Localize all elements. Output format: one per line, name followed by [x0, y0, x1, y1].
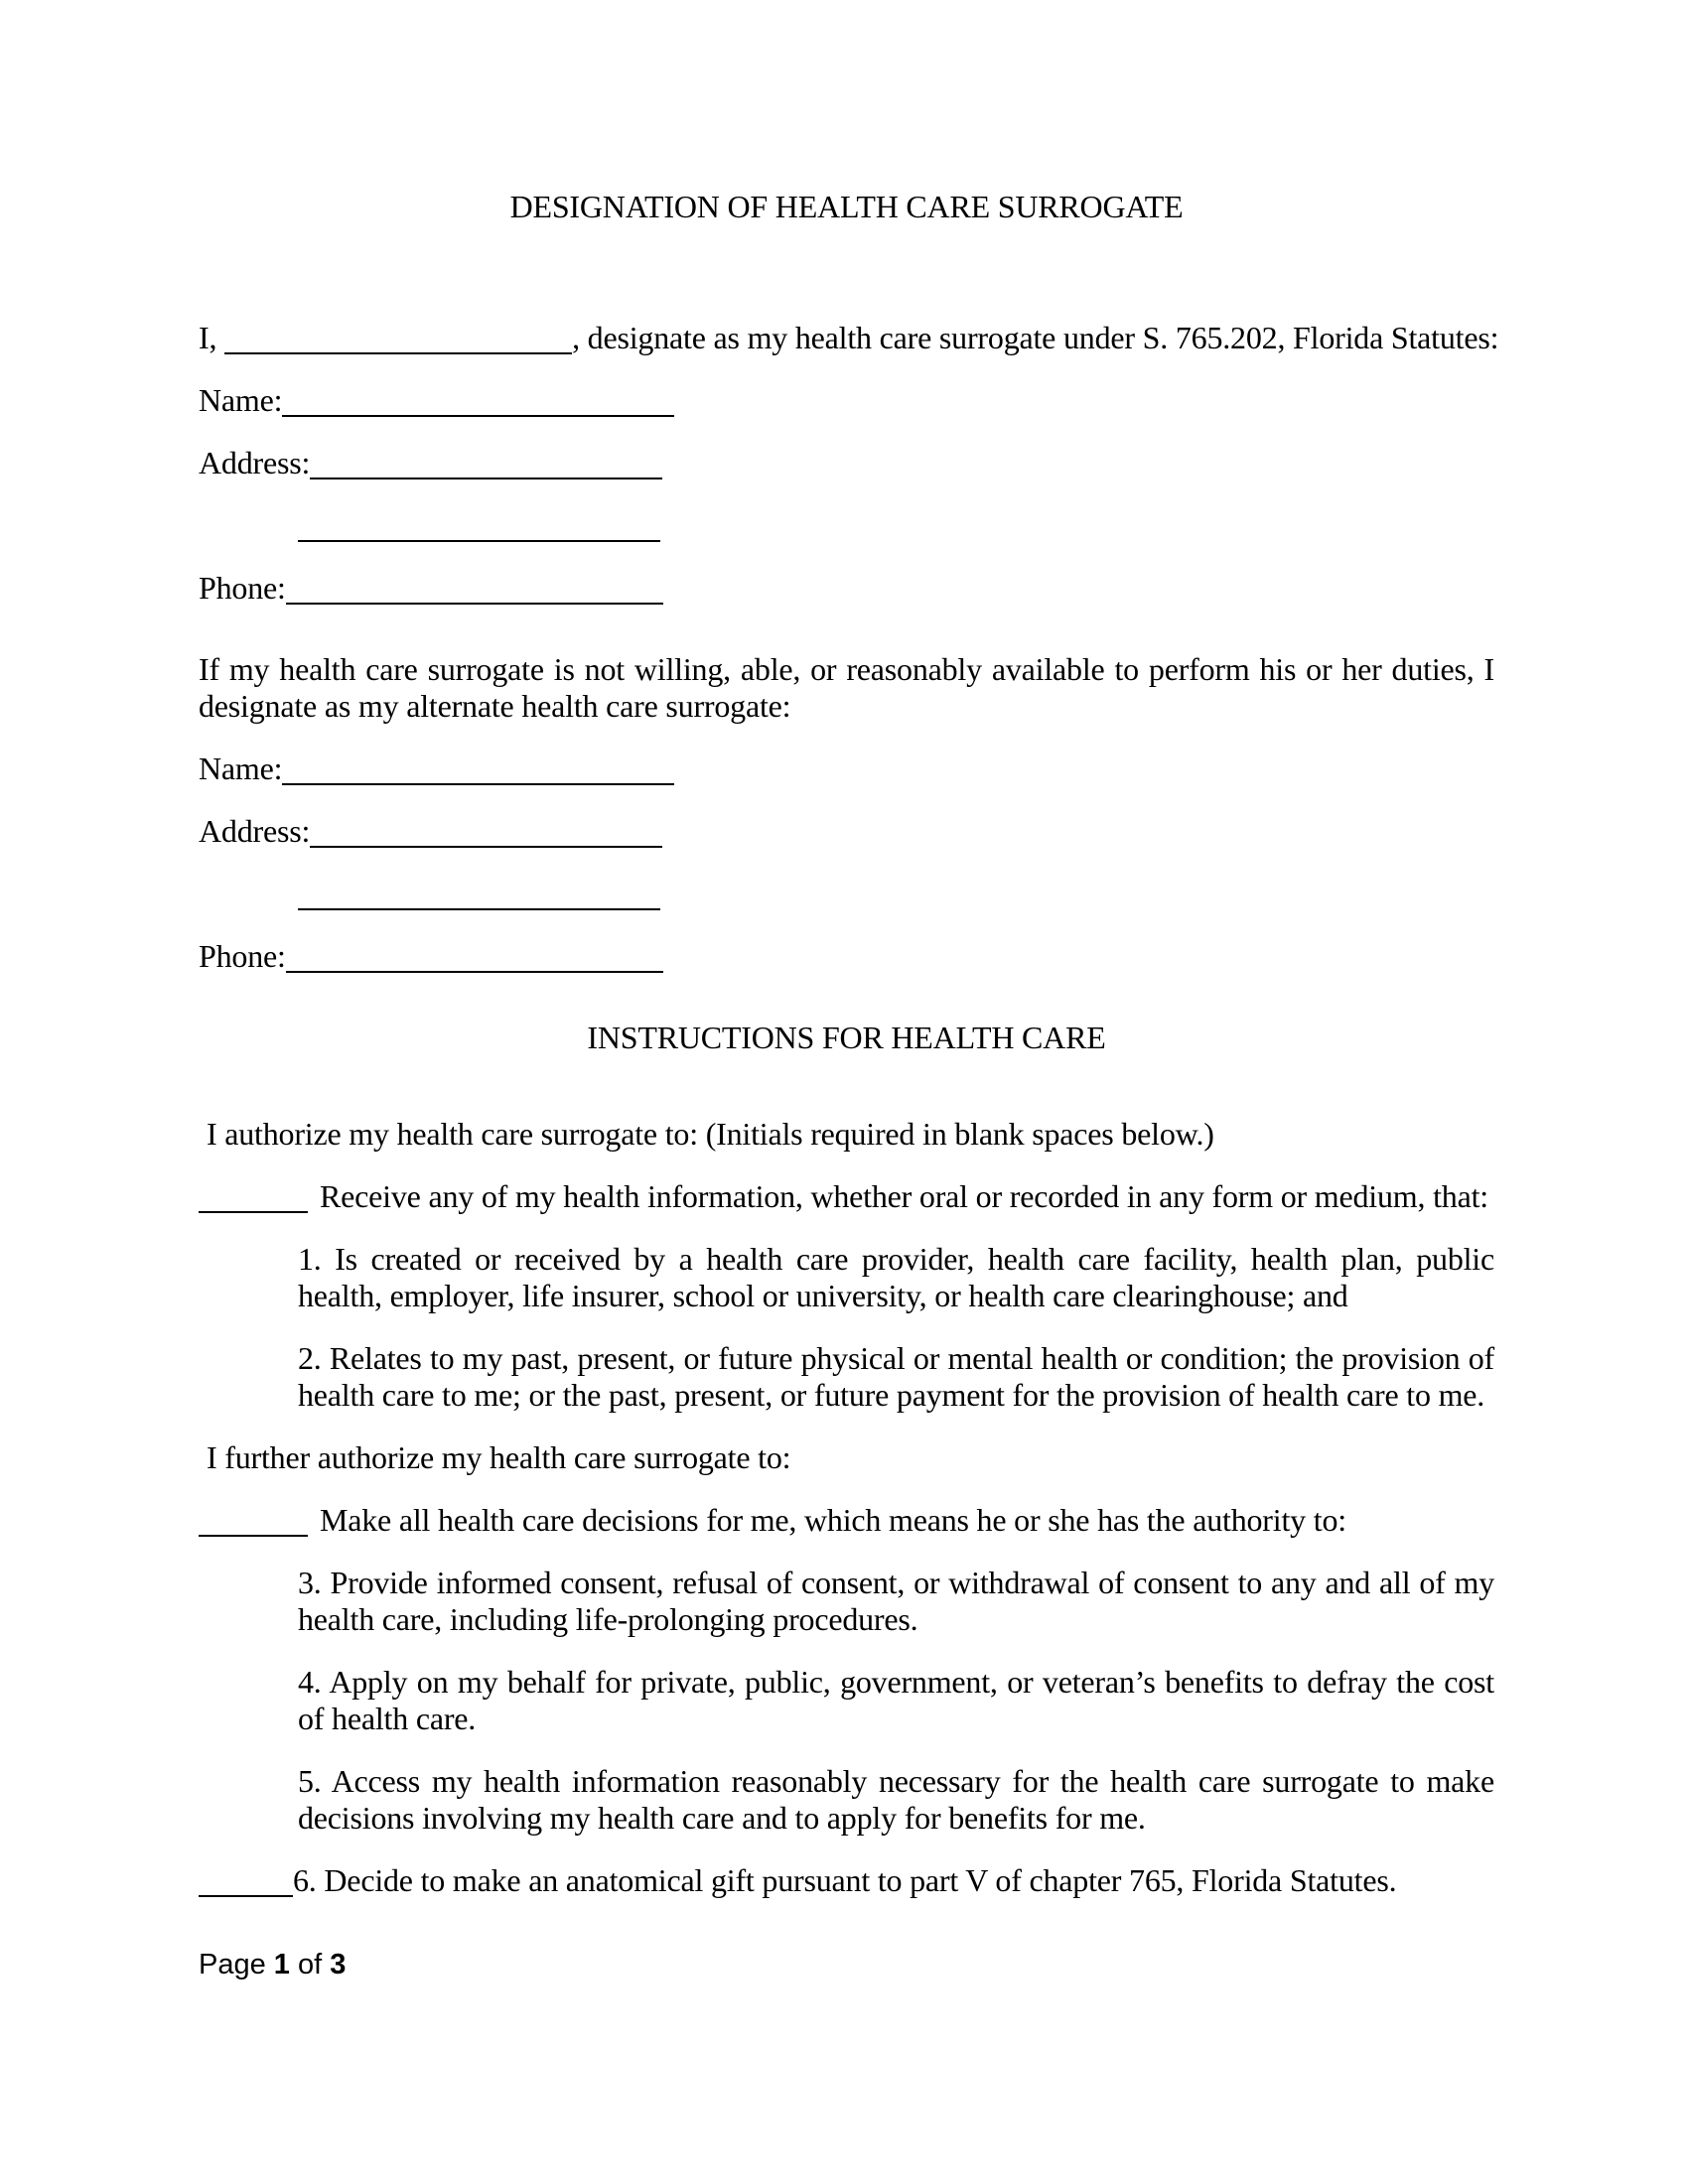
- alternate-name-blank[interactable]: [282, 782, 674, 785]
- item6-initials-blank[interactable]: [199, 1894, 293, 1897]
- alternate-address-row: [199, 813, 1494, 850]
- surrogate-phone-row: [199, 570, 1494, 607]
- alternate-intro-paragraph: If my health care surrogate is not willing, able, or reasonably available to perform his or her duties, I designate as my alternate health care surrogate:: [199, 651, 1494, 724]
- surrogate-address2-blank[interactable]: [298, 539, 660, 542]
- page-footer: [199, 1947, 1494, 1983]
- alternate-address2-blank[interactable]: [298, 907, 660, 910]
- phone-label: Phone:: [199, 938, 286, 974]
- receive-initials-blank[interactable]: [199, 1210, 308, 1213]
- surrogate-phone-blank[interactable]: [286, 602, 663, 605]
- surrogate-name-row: [199, 382, 1494, 419]
- name-label: Name:: [199, 751, 283, 786]
- alternate-address-blank[interactable]: [310, 845, 662, 848]
- instruction-item-6: 6. Decide to make an anatomical gift pursuant to part V of chapter 765, Florida Statutes.: [293, 1862, 1397, 1898]
- surrogate-address2-row: [298, 507, 1494, 544]
- alternate-name-row: [199, 751, 1494, 787]
- surrogate-name-blank[interactable]: [282, 414, 674, 417]
- alternate-phone-blank[interactable]: [286, 970, 663, 973]
- intro-line: [199, 320, 1499, 356]
- further-authorize-line: I further authorize my health care surrogate to:: [207, 1439, 791, 1475]
- instruction-item-3: 3. Provide informed consent, refusal of consent, or withdrawal of consent to any and all of my health care, including life-prolonging procedures.: [298, 1565, 1494, 1637]
- intro-text-pre: I,: [199, 320, 217, 355]
- make-initials-blank[interactable]: [199, 1534, 308, 1537]
- instruction-item-2: 2. Relates to my past, present, or future physical or mental health or condition; the provision of health care to me; or the past, present, or future payment for the provision of health care to me.: [298, 1340, 1494, 1413]
- name-label: Name:: [199, 382, 283, 418]
- intro-text-post: , designate as my health care surrogate under S. 765.202, Florida Statutes:: [572, 320, 1499, 355]
- alternate-address2-row: [298, 876, 1494, 912]
- surrogate-address-blank[interactable]: [310, 477, 662, 479]
- make-line-text: Make all health care decisions for me, which means he or she has the authority to:: [320, 1502, 1346, 1538]
- alternate-phone-row: [199, 938, 1494, 975]
- footer-total-pages: 3: [330, 1949, 347, 1980]
- principal-name-blank[interactable]: [224, 351, 572, 354]
- footer-of-word: of: [289, 1949, 331, 1980]
- address-label: Address:: [199, 445, 311, 480]
- address-label: Address:: [199, 813, 311, 849]
- instruction-item-4: 4. Apply on my behalf for private, public, government, or veteran’s benefits to defray the cost of health care.: [298, 1664, 1494, 1736]
- receive-initials-row: [199, 1178, 1494, 1215]
- instruction-item-1: 1. Is created or received by a health care provider, health care facility, health plan, public health, employer, life insurer, school or university, or health care clearinghouse; and: [298, 1241, 1494, 1313]
- footer-page-word: Page: [199, 1949, 274, 1980]
- item-6-row: [199, 1862, 1494, 1899]
- footer-page-number: 1: [273, 1949, 290, 1980]
- instruction-item-5: 5. Access my health information reasonably necessary for the health care surrogate to make decisions involving my health care and to apply for benefits for me.: [298, 1763, 1494, 1836]
- authorize-line: I authorize my health care surrogate to: (Initials required in blank spaces below.): [207, 1116, 1214, 1152]
- document-title: DESIGNATION OF HEALTH CARE SURROGATE: [509, 189, 1184, 224]
- surrogate-address-row: [199, 445, 1494, 481]
- receive-line-text: Receive any of my health information, whether oral or recorded in any form or medium, that:: [320, 1178, 1488, 1214]
- instructions-heading: INSTRUCTIONS FOR HEALTH CARE: [587, 1020, 1106, 1055]
- phone-label: Phone:: [199, 570, 286, 606]
- make-initials-row: [199, 1502, 1494, 1539]
